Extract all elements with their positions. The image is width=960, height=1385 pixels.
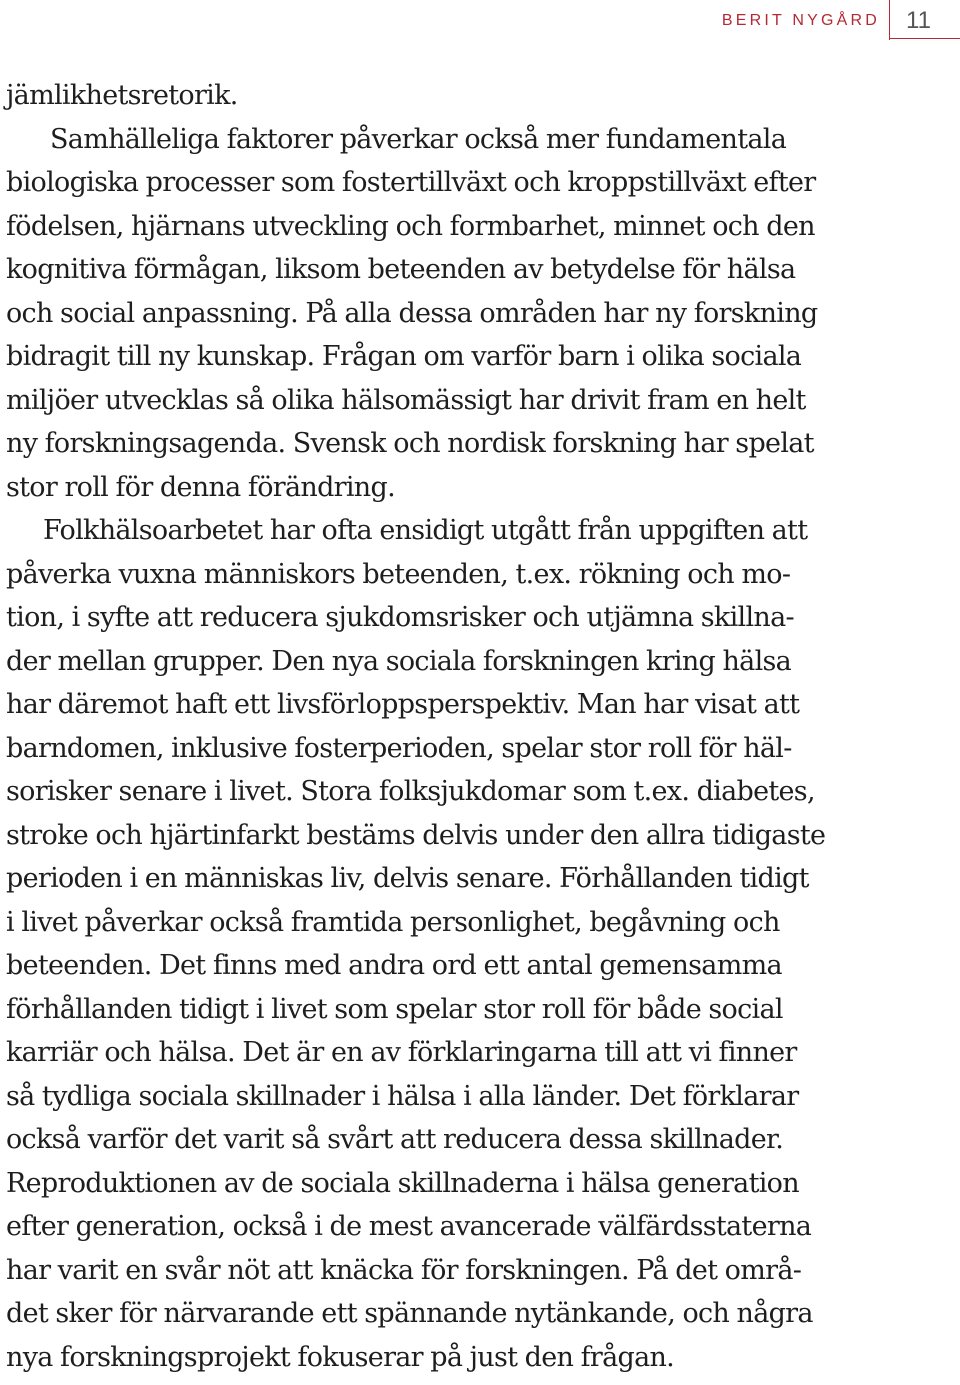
text-line: också varför det varit så svårt att reducera dessa skillnader. [6, 1124, 784, 1155]
text-line: i livet påverkar också framtida personlighet, begåvning och [6, 906, 780, 938]
text-line: stor roll för denna förändring. [6, 471, 395, 503]
text-line: så tydliga sociala skillnader i hälsa i alla länder. Det förklarar [6, 1080, 799, 1112]
text-line: stroke och hjärtinfarkt bestäms delvis under den allra tidigaste [6, 819, 826, 851]
text-line: perioden i en människas liv, delvis senare. Förhållanden tidigt [6, 863, 809, 894]
text-line: karriär och hälsa. Det är en av förklaringarna till att vi finner [6, 1037, 797, 1068]
body-text [6, 74, 951, 1379]
text-line: jämlikhetsretorik. [6, 80, 238, 111]
text-line: ny forskningsagenda. Svensk och nordisk forskning har spelat [6, 428, 814, 459]
text-line: Samhälleliga faktorer påverkar också mer fundamentala [50, 123, 787, 155]
page-number: 11 [906, 7, 931, 34]
text-line: påverka vuxna människors beteenden, t.ex. rökning och mo- [6, 558, 791, 590]
author-name: BERIT NYGÅRD [721, 12, 880, 29]
header-horizontal-rule [889, 38, 960, 39]
text-line: bidragit till ny kunskap. Frågan om varför barn i olika sociala [6, 341, 802, 372]
header-vertical-rule [889, 0, 890, 40]
text-line: Reproduktionen av de sociala skillnaderna i hälsa generation [6, 1167, 799, 1199]
text-line: och social anpassning. På alla dessa områden har ny forskning [6, 297, 818, 329]
text-line: har däremot haft ett livsförloppsperspektiv. Man har visat att [6, 689, 800, 720]
text-line: beteenden. Det finns med andra ord ett antal gemensamma [6, 950, 782, 981]
text-line: har varit en svår nöt att knäcka för forskningen. På det områ- [6, 1254, 802, 1286]
text-line: Folkhälsoarbetet har ofta ensidigt utgått från uppgiften att [43, 515, 808, 546]
text-line: födelsen, hjärnans utveckling och formbarhet, minnet och den [6, 210, 815, 242]
text-line: förhållanden tidigt i livet som spelar stor roll för både social [6, 993, 783, 1025]
text-line: sorisker senare i livet. Stora folksjukdomar som t.ex. diabetes, [6, 776, 815, 807]
text-line: miljöer utvecklas så olika hälsomässigt har drivit fram en helt [6, 384, 806, 416]
text-line: nya forskningsprojekt fokuserar på just den frågan. [6, 1341, 675, 1373]
running-header [0, 0, 960, 44]
text-line: efter generation, också i de mest avancerade välfärdsstaterna [6, 1211, 812, 1242]
text-line: barndomen, inklusive fosterperioden, spelar stor roll för häl- [6, 732, 792, 764]
text-line: det sker för närvarande ett spännande nytänkande, och några [6, 1298, 813, 1329]
text-line: der mellan grupper. Den nya sociala forskningen kring hälsa [6, 645, 792, 677]
text-line: tion, i syfte att reducera sjukdomsrisker och utjämna skillna- [6, 602, 794, 633]
text-line: biologiska processer som fostertillväxt och kroppstillväxt efter [6, 167, 816, 198]
text-line: kognitiva förmågan, liksom beteenden av betydelse för hälsa [6, 254, 796, 285]
